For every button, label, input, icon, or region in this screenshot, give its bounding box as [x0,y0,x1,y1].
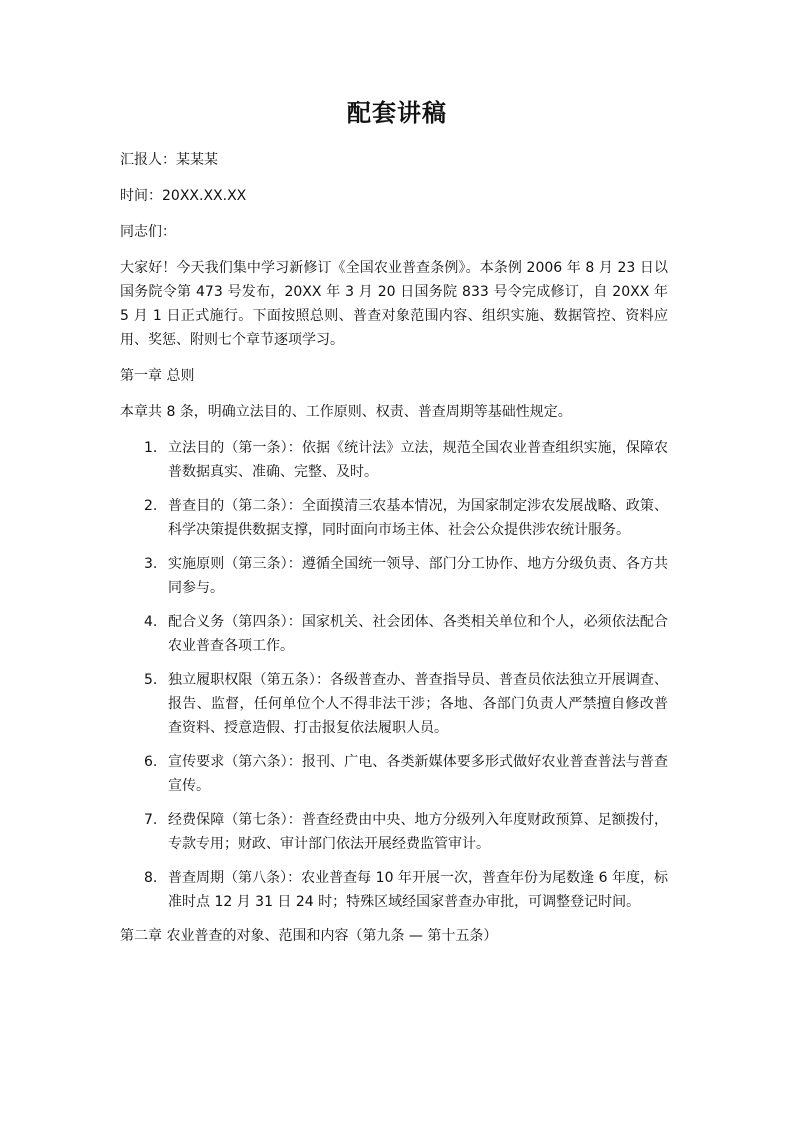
chapter-summary: 本章共 8 条，明确立法目的、工作原则、权责、普查周期等基础性规定。 [120,404,572,420]
chapter-heading: 第二章 农业普查的对象、范围和内容（第九条 — 第十五条） [120,928,498,944]
intro-paragraph: 大家好！今天我们集中学习新修订《全国农业普查条例》。本条例 2006 年 8 月 23 日以国务院令第 473 号发布，20XX 年 3 月 20 日国务院 833 号令完成修订，自 20XX 年 5 月 1 日正式施行。下面按照总则、普查对象范围内容、组织实施、数据管控、资料应用、奖惩、附则七个章节逐项学习。 [120,260,668,348]
list-number: 1. [144,440,158,456]
list-item-text: 普查目的（第二条）：全面摸清三农基本情况，为国家制定涉农发展战略、政策、科学决策提供数据支撑，同时面向市场主体、社会公众提供涉农统计服务。 [168,498,668,538]
salutation: 同志们： [120,224,176,240]
list-item-text: 配合义务（第四条）：国家机关、社会团体、各类相关单位和个人，必须依法配合农业普查各项工作。 [168,614,668,654]
document-body [120,148,668,960]
list-item-text: 立法目的（第一条）：依据《统计法》立法，规范全国农业普查组织实施，保障农普数据真实、准确、完整、及时。 [168,440,668,480]
list-number: 3. [144,556,158,572]
list-item [120,866,668,914]
list-number: 7. [144,812,158,828]
list-number: 8. [144,870,158,886]
time-line: 时间：20XX.XX.XX [120,188,247,204]
list-item [120,668,668,740]
list-item-text: 实施原则（第三条）：遵循全国统一领导、部门分工协作、地方分级负责、各方共同参与。 [168,556,668,596]
list-item [120,552,668,600]
list-item [120,750,668,798]
document-title: 配套讲稿 [347,99,447,127]
chapter-heading: 第一章 总则 [120,368,195,384]
list-item [120,610,668,658]
list-item-text: 独立履职权限（第五条）：各级普查办、普查指导员、普查员依法独立开展调查、报告、监督，任何单位个人不得非法干涉；各地、各部门负责人严禁擅自修改普查资料、授意造假、打击报复依法履职人员。 [168,672,668,736]
list-number: 6. [144,754,158,770]
list-number: 2. [144,498,158,514]
article-list [120,436,668,914]
list-number: 5. [144,672,158,688]
list-item [120,808,668,856]
list-item-text: 普查周期（第八条）：农业普查每 10 年开展一次，普查年份为尾数逢 6 年度，标准时点 12 月 31 日 24 时；特殊区域经国家普查办审批，可调整登记时间。 [168,870,668,910]
list-item-text: 经费保障（第七条）：普查经费由中央、地方分级列入年度财政预算、足额拨付，专款专用；财政、审计部门依法开展经费监管审计。 [168,812,668,852]
list-item [120,436,668,484]
list-number: 4. [144,614,158,630]
list-item-text: 宣传要求（第六条）：报刊、广电、各类新媒体要多形式做好农业普查普法与普查宣传。 [168,754,668,794]
reporter-line: 汇报人：某某某 [120,152,218,168]
list-item [120,494,668,542]
